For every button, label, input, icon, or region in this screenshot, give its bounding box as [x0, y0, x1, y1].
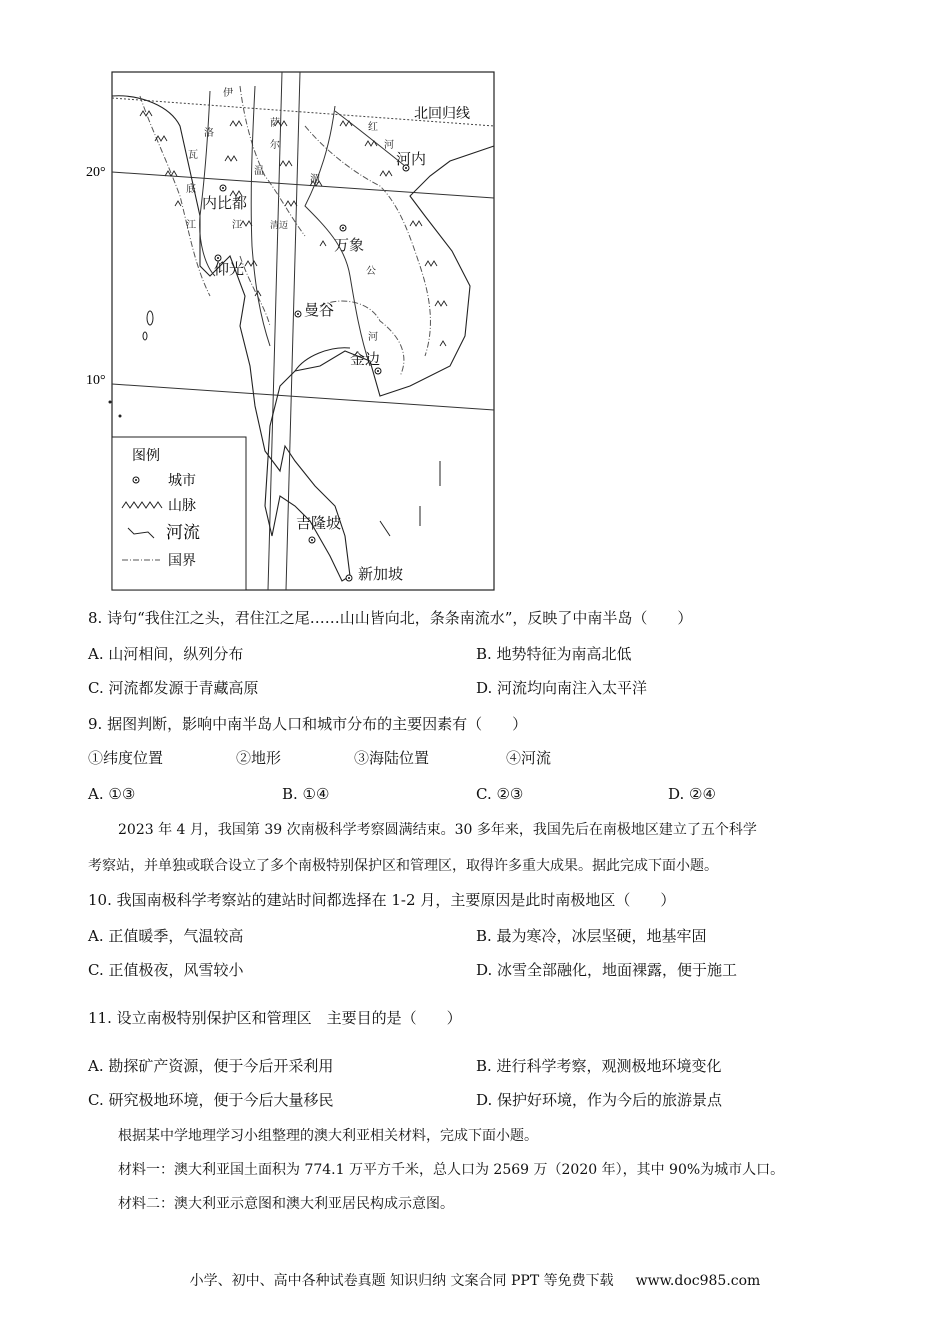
legend-mountain: 山脉	[168, 499, 196, 514]
option-c: C. ②③	[476, 785, 524, 803]
passage-line: 考察站，并单独或联合设立了多个南极特别保护区和管理区，取得许多重大成果。据此完成下面小题。	[88, 858, 718, 874]
legend-river: 河流	[166, 523, 200, 542]
river-char: 公	[366, 266, 376, 277]
materials-intro: 根据某中学地理学习小组整理的澳大利亚相关材料，完成下面小题。	[118, 1128, 538, 1144]
river-char: 温	[254, 166, 264, 177]
option-a: A. 山河相间，纵列分布	[88, 645, 244, 663]
option-a: A. ①③	[88, 785, 136, 803]
question-11-stem: 11. 设立南极特别保护区和管理区 主要目的是（ ）	[88, 1009, 462, 1027]
option-c: C. 研究极地环境，便于今后大量移民	[88, 1091, 334, 1109]
option-a: A. 勘探矿产资源，便于今后开采利用	[88, 1057, 334, 1075]
option-c: C. 河流都发源于青藏高原	[88, 679, 259, 697]
river-char: 伊	[223, 88, 233, 99]
factor-2: ②地形	[236, 749, 282, 767]
option-b: B. 地势特征为南高北低	[476, 645, 632, 663]
river-char: 河	[368, 332, 378, 343]
option-a: A. 正值暖季，气温较高	[88, 927, 244, 945]
city-label: 万象	[334, 238, 365, 254]
city-label: 吉隆坡	[296, 516, 342, 532]
river-char: 瓦	[188, 150, 198, 161]
option-d: D. 河流均向南注入太平洋	[476, 679, 648, 697]
option-d: D. 保护好环境，作为今后的旅游景点	[476, 1091, 723, 1109]
river-char: 底	[186, 184, 196, 195]
option-c: C. 正值极夜，风雪较小	[88, 961, 244, 979]
factor-1: ①纬度位置	[88, 749, 164, 767]
option-d: D. 冰雪全部融化，地面裸露，便于施工	[476, 961, 738, 979]
city-label: 内比都	[202, 196, 248, 212]
option-b: B. ①④	[282, 785, 330, 803]
material-2: 材料二：澳大利亚示意图和澳大利亚居民构成示意图。	[118, 1196, 454, 1212]
river-char: 洛	[204, 128, 214, 139]
tropic-label: 北回归线	[414, 107, 470, 122]
legend-border: 国界	[168, 554, 196, 569]
river-char: 红	[368, 122, 378, 133]
question-9-stem: 9. 据图判断，影响中南半岛人口和城市分布的主要因素有（ ）	[88, 715, 528, 733]
lat-label-10: 10°	[86, 373, 106, 388]
river-char: 江	[186, 220, 196, 231]
footer-text: 小学、初中、高中各种试卷真题 知识归纳 文案合同 PPT 等免费下载	[189, 1273, 614, 1289]
river-char: 湄	[310, 174, 320, 185]
river-char: 尔	[270, 140, 280, 151]
footer-site-link[interactable]: www.doc985.com	[635, 1273, 761, 1289]
river-char: 萨	[270, 118, 280, 129]
river-char: 江	[232, 220, 242, 231]
map-legend	[112, 437, 246, 590]
city-label: 曼谷	[304, 303, 335, 319]
material-1: 材料一：澳大利亚国土面积为 774.1 万平方千米，总人口为 2569 万（2020 年），其中 90%为城市人口。	[118, 1162, 785, 1178]
factor-4: ④河流	[506, 749, 552, 767]
indochina-map	[80, 66, 500, 596]
lat-label-20: 20°	[86, 165, 106, 180]
factor-3: ③海陆位置	[354, 749, 430, 767]
question-8-stem: 8. 诗句“我住江之头，君住江之尾……山山皆向北，条条南流水”，反映了中南半岛（ ）	[88, 609, 693, 627]
river-char: 清迈	[270, 220, 289, 230]
city-label: 河内	[396, 152, 427, 168]
city-label: 金边	[350, 352, 381, 368]
city-label: 新加坡	[358, 567, 404, 583]
option-b: B. 最为寒冷，冰层坚硬，地基牢固	[476, 927, 707, 945]
option-d: D. ②④	[668, 785, 716, 803]
page-footer	[0, 1270, 950, 1290]
legend-title: 图例	[132, 449, 160, 464]
legend-city: 城市	[168, 474, 196, 489]
option-b: B. 进行科学考察，观测极地环境变化	[476, 1057, 722, 1075]
city-label: 仰光	[214, 262, 245, 278]
question-10-stem: 10. 我国南极科学考察站的建站时间都选择在 1-2 月，主要原因是此时南极地区（ ）	[88, 891, 676, 909]
river-char: 河	[384, 140, 394, 151]
passage-line: 2023 年 4 月，我国第 39 次南极科学考察圆满结束。30 多年来，我国先后在南极地区建立了五个科学	[118, 822, 757, 838]
